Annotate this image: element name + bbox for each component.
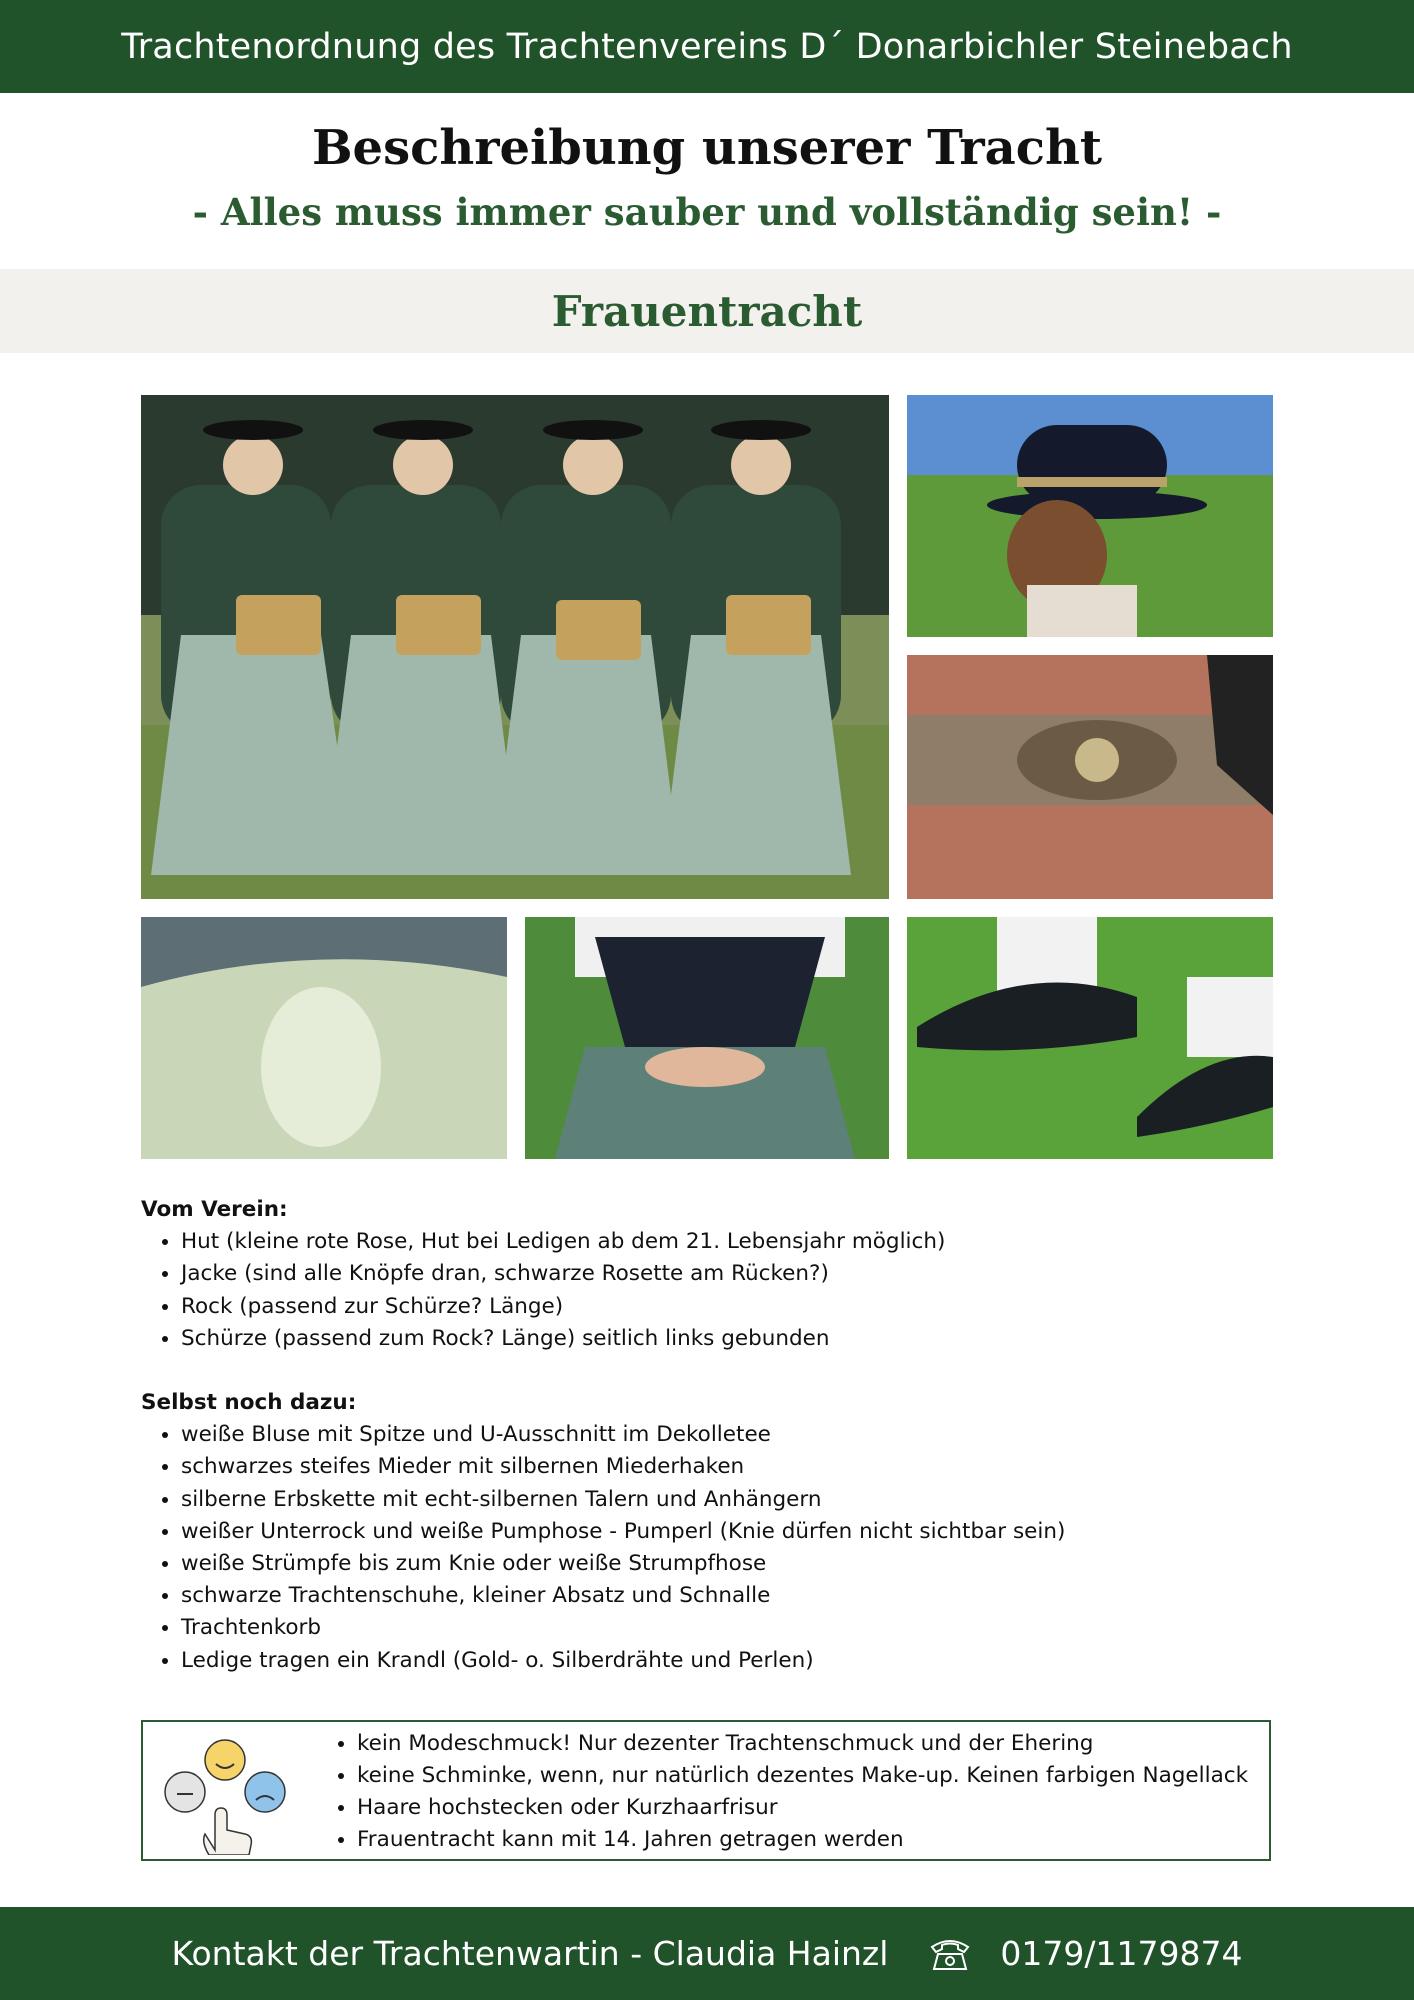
list-item: • Hut (kleine rote Rose, Hut bei Ledigen ab dem 21. Lebensjahr möglich) xyxy=(181,1226,1281,1258)
selbst-heading: Selbst noch dazu: xyxy=(141,1390,357,1416)
list-item: • Jacke (sind alle Knöpfe dran, schwarze Rosette am Rücken?) xyxy=(181,1258,1281,1290)
list-item: • Haare hochstecken oder Kurzhaarfrisur xyxy=(357,1792,1248,1824)
list-item: • Frauentracht kann mit 14. Jahren getragen werden xyxy=(357,1824,1248,1856)
page-title: Beschreibung unserer Tracht xyxy=(311,120,1103,176)
header-bar xyxy=(0,0,1414,93)
selbst-list xyxy=(141,1419,1281,1677)
section-title: Frauentracht xyxy=(551,286,863,336)
list-item: • weiße Strümpfe bis zum Knie oder weiße Strumpfhose xyxy=(181,1548,1281,1580)
contact-text: Kontakt der Trachtenwartin - Claudia Hainzl xyxy=(171,1934,889,1973)
outfit-lists xyxy=(141,1194,1281,1677)
notes-list xyxy=(331,1728,1248,1856)
list-item: • kein Modeschmuck! Nur dezenter Trachtenschmuck und der Ehering xyxy=(357,1728,1248,1760)
list-item: • weißer Unterrock und weiße Pumphose - Pumperl (Knie dürfen nicht sichtbar sein) xyxy=(181,1516,1281,1548)
notes-box xyxy=(141,1720,1271,1861)
list-item: • keine Schminke, wenn, nur natürlich dezentes Make-up. Keinen farbigen Nagellack xyxy=(357,1760,1248,1792)
telephone-icon xyxy=(928,1935,972,1973)
necklace-photo xyxy=(907,655,1273,899)
list-item: • schwarzes steifes Mieder mit silbernen Miederhaken xyxy=(181,1451,1281,1483)
hat-photo xyxy=(907,395,1273,637)
list-item: • Trachtenkorb xyxy=(181,1612,1281,1644)
page-subtitle: - Alles muss immer sauber und vollständig sein! - xyxy=(192,190,1222,234)
list-item: • weiße Bluse mit Spitze und U-Ausschnitt im Dekolletee xyxy=(181,1419,1281,1451)
footer-bar xyxy=(0,1907,1414,2000)
phone-number[interactable]: 0179/1179874 xyxy=(1000,1934,1243,1973)
header-title: Trachtenordnung des Trachtenvereins D´ Donarbichler Steinebach xyxy=(121,26,1293,67)
bodice-photo xyxy=(525,917,889,1159)
shoes-photo xyxy=(907,917,1273,1159)
rating-faces-icon xyxy=(153,1730,288,1855)
list-item: • Rock (passend zur Schürze? Länge) xyxy=(181,1291,1281,1323)
petticoat-photo xyxy=(141,917,507,1159)
section-band xyxy=(0,269,1414,353)
vom-verein-list xyxy=(141,1226,1281,1355)
group-photo xyxy=(141,395,889,899)
list-item: • schwarze Trachtenschuhe, kleiner Absatz und Schnalle xyxy=(181,1580,1281,1612)
list-item: • Ledige tragen ein Krandl (Gold- o. Silberdrähte und Perlen) xyxy=(181,1645,1281,1677)
list-item: • Schürze (passend zum Rock? Länge) seitlich links gebunden xyxy=(181,1323,1281,1355)
vom-verein-heading: Vom Verein: xyxy=(141,1197,288,1222)
list-item: • silberne Erbskette mit echt-silbernen Talern und Anhängern xyxy=(181,1484,1281,1516)
